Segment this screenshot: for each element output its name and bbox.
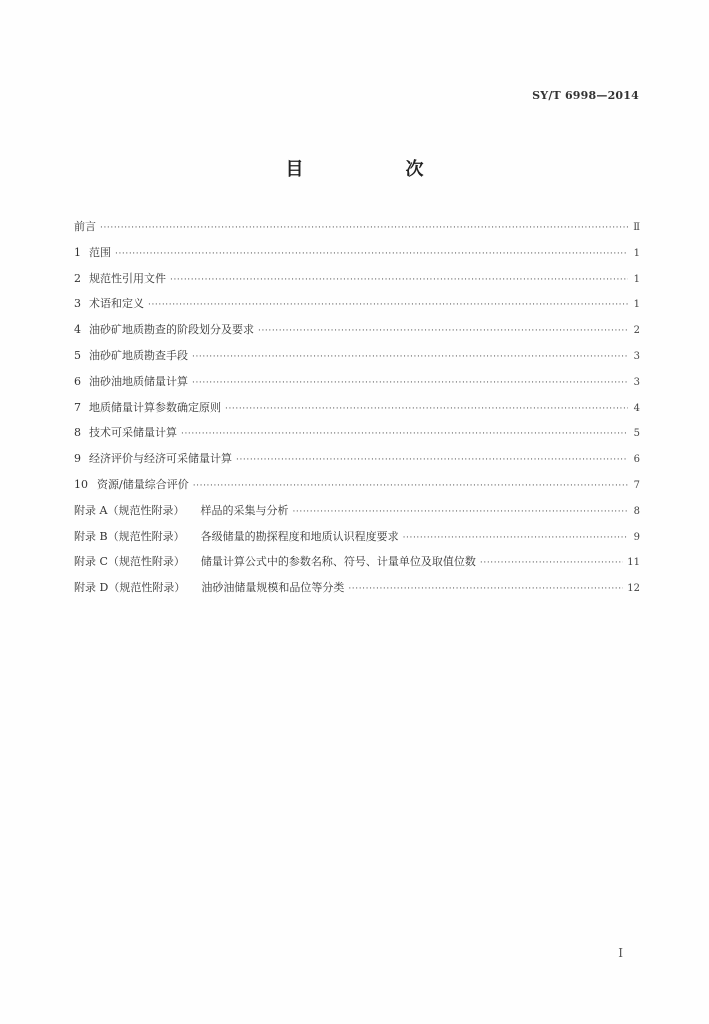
toc-page-number: 12 [627,583,640,595]
toc-entry-appendix-b[interactable] [74,528,640,554]
toc-entry-title: 地质储量计算参数确定原则 [89,400,221,414]
toc-entry-title: 油砂油储量规模和品位等分类 [201,581,345,595]
toc-entry-title: 经济评价与经济可采储量计算 [89,452,232,466]
toc-entry-label [74,553,476,569]
toc-page-number: 5 [633,428,640,440]
toc-appendix-label: 附录 D（规范性附录） [74,581,186,595]
toc-dot-leader [148,300,628,310]
toc-dot-leader [170,275,628,285]
toc-entry-label [74,579,344,595]
toc-entry-appendix-a[interactable] [74,502,640,528]
toc-entry-1[interactable] [74,244,640,270]
toc-entry-title: 样品的采集与分析 [200,503,289,517]
toc-entry-6[interactable] [74,373,640,399]
toc-entry-label [74,373,188,389]
toc-entry-title: 前言 [74,220,96,233]
toc-entry-label [74,476,189,492]
toc-entry-label [74,244,111,260]
toc-dot-leader [192,378,628,388]
toc-dot-leader [225,404,628,414]
toc-page-number: 3 [633,350,640,362]
toc-entry-title: 储量计算公式中的参数名称、符号、计量单位及取值位数 [200,555,476,569]
toc-page-number: 1 [633,273,640,285]
toc-page-number: 4 [633,402,640,414]
toc-page-number: 11 [627,557,640,569]
toc-dot-leader [181,429,628,439]
toc-entry-title: 油砂矿地质勘查的阶段划分及要求 [89,323,254,337]
toc-entry-10[interactable] [74,476,640,502]
toc-page-number: 1 [633,299,640,311]
toc-page-number: 9 [633,531,640,543]
toc-entry-title: 油砂矿地质勘查手段 [89,348,188,362]
toc-page-number: 7 [633,479,640,491]
toc-entry-number: 7 [74,400,81,414]
toc-entry-3[interactable] [74,295,640,321]
toc-dot-leader [115,249,628,259]
toc-dot-leader [258,326,628,336]
toc-entry-label [74,424,177,440]
toc-entry-number: 8 [74,426,81,440]
toc-appendix-label: 附录 B（规范性附录） [74,529,185,543]
toc-page-number: Ⅱ [633,222,640,233]
toc-dot-leader [193,481,628,491]
toc-dot-leader [192,352,628,362]
toc-appendix-label: 附录 A（规范性附录） [74,503,185,517]
toc-entry-number: 3 [74,297,81,311]
toc-entry-number: 4 [74,323,81,337]
toc-entry-7[interactable] [74,399,640,425]
toc-page-number: 2 [633,325,640,337]
toc-page-number: 1 [633,247,640,259]
toc-entry-4[interactable] [74,321,640,347]
toc-page-number: 3 [633,376,640,388]
toc-page-number: 6 [633,454,640,466]
toc-dot-leader [236,455,628,465]
toc-entry-number: 10 [74,477,88,491]
toc-entry-appendix-d[interactable] [74,579,640,605]
toc-entry-label [74,528,399,544]
toc-entry-label [74,399,221,415]
toc-entry-number: 1 [74,245,81,259]
toc-title: 目 次 [285,159,466,180]
toc-entry-number: 9 [74,452,81,466]
toc-entry-8[interactable] [74,424,640,450]
toc-entry-label [74,295,144,311]
toc-entry-title: 规范性引用文件 [89,271,166,285]
toc-entry-appendix-c[interactable] [74,553,640,579]
toc-dot-leader [480,558,623,568]
toc-entry-9[interactable] [74,450,640,476]
toc-entry-foreword[interactable] [74,218,640,244]
toc-entry-title: 技术可采储量计算 [89,426,177,440]
toc-dot-leader [348,584,623,594]
toc-dot-leader [100,223,628,233]
toc-entry-title: 各级储量的勘探程度和地质认识程度要求 [200,529,399,543]
standard-code: SY/T 6998—2014 [532,89,639,102]
toc-entry-title: 资源/储量综合评价 [97,477,189,491]
toc-entry-number: 6 [74,374,81,388]
toc-entry-number: 2 [74,271,81,285]
toc-appendix-label: 附录 C（规范性附录） [74,555,185,569]
toc-entry-5[interactable] [74,347,640,373]
toc-entry-label [74,450,232,466]
toc-entry-label [74,502,288,518]
toc-entry-label [74,347,188,363]
toc-page-number: 8 [633,505,640,517]
toc-entry-title: 范围 [89,245,111,259]
table-of-contents [74,218,640,605]
toc-entry-label [74,321,254,337]
toc-entry-label [74,218,96,234]
toc-dot-leader [292,507,628,517]
page-number: I [618,946,623,960]
toc-entry-2[interactable] [74,270,640,296]
toc-entry-number: 5 [74,348,81,362]
toc-entry-title: 油砂油地质储量计算 [89,374,188,388]
toc-dot-leader [403,533,628,543]
toc-entry-title: 术语和定义 [89,297,144,311]
toc-entry-label [74,270,166,286]
